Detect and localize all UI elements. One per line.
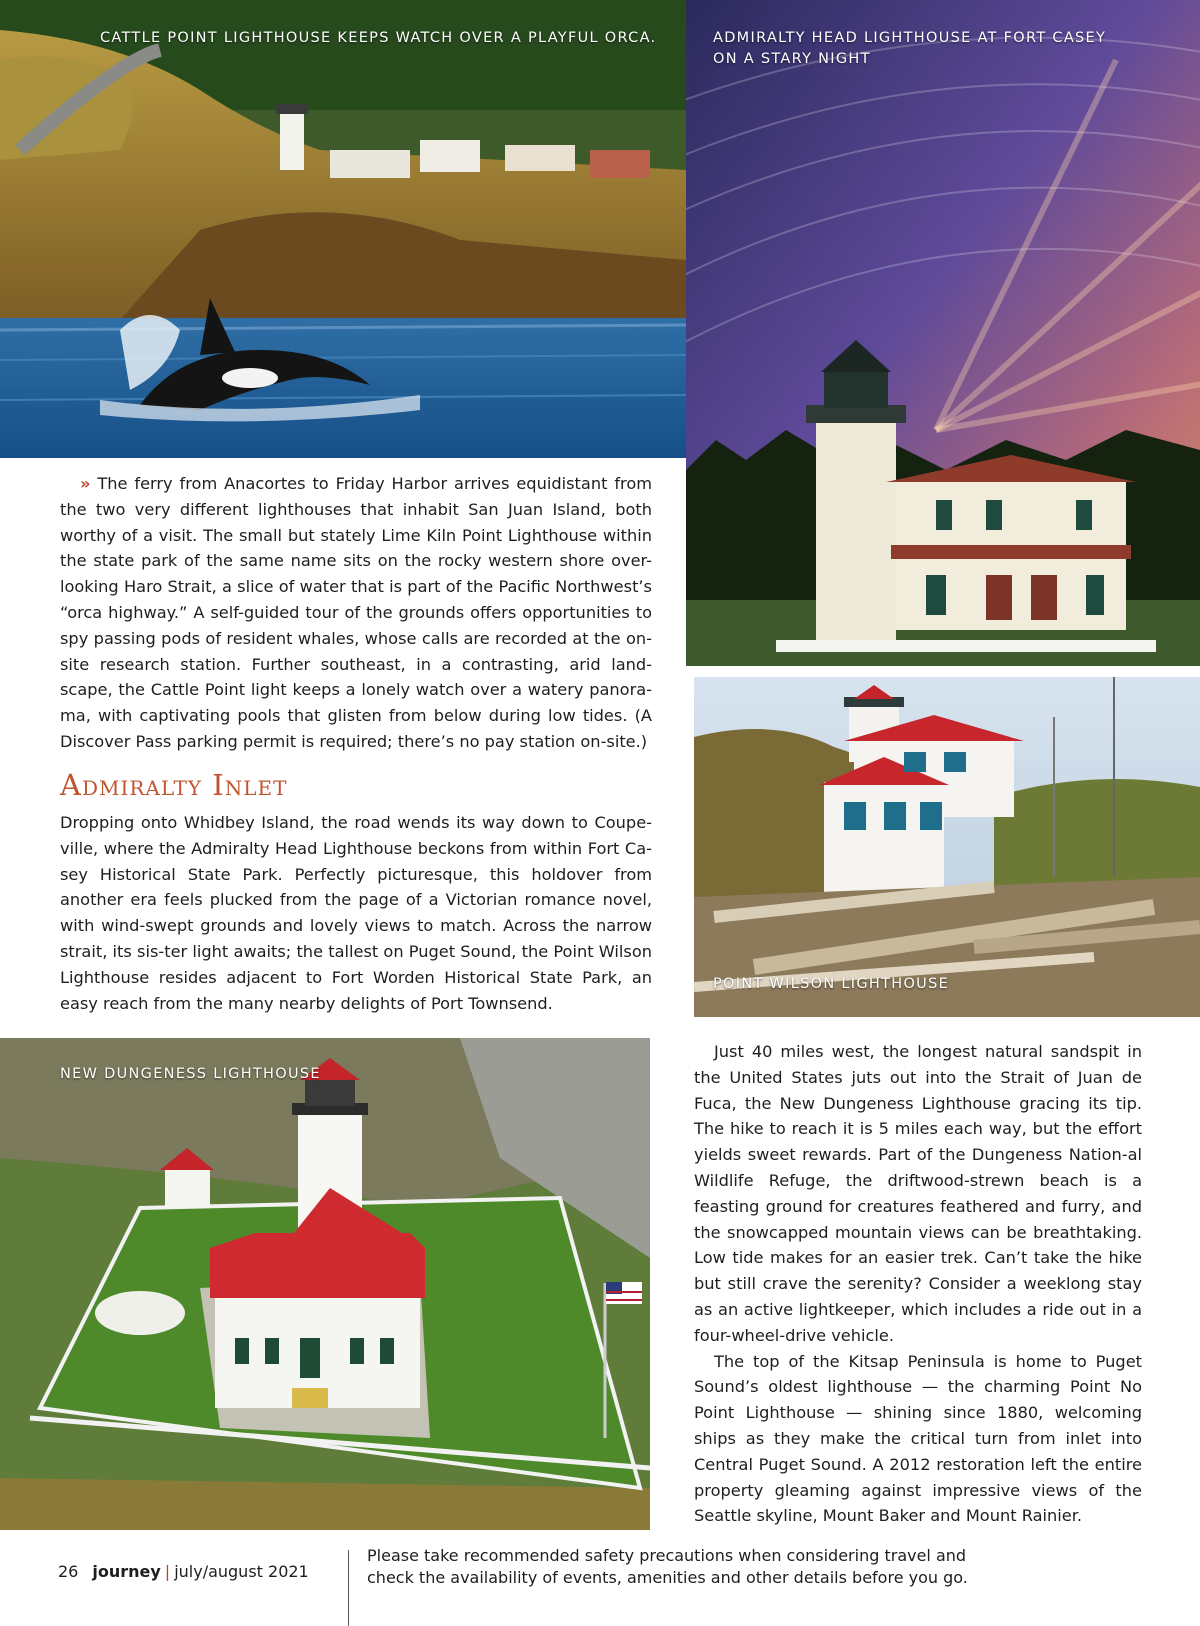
cattle-point-photo [0,0,686,458]
magazine-name: journey [92,1562,161,1581]
admiralty-paragraph: Dropping onto Whidbey Island, the road wends its way down to Coupe-ville, where the Admiralty Head Lighthouse beckons from within Fort Ca-sey Historical State Park. Perfectly picturesque, this holdover from another era feels plucked from the page of a Victorian romance novel, with wind-swept grounds and lovely views to match. Across the narrow strait, its sis-ter light awaits; the tallest on Puget Sound, the Point Wilson Lighthouse resides adjacent to Fort Worden Historical State Park, an easy reach from the many nearby delights of Port Townsend. [60,813,652,1013]
admiralty-text-block [60,810,652,1016]
new-dungeness-caption: NEW DUNGENESS LIGHTHOUSE [60,1066,321,1082]
article-continues-marker: » [80,474,91,493]
issue-date: july/august 2021 [174,1562,309,1581]
section-heading-admiralty-inlet: Admiralty Inlet [60,768,288,802]
point-wilson-caption: POINT WILSON LIGHTHOUSE [713,976,950,992]
page-number: 26 [58,1562,79,1581]
footer-divider [348,1550,349,1626]
intro-paragraph [60,471,652,755]
admiralty-head-caption-line2: ON A STARY NIGHT [713,51,871,67]
safety-note: Please take recommended safety precautions when considering travel and check the availability of events, amenities and other details before you go. [367,1546,968,1587]
admiralty-head-caption [713,28,1173,70]
intro-paragraph-text: The ferry from Anacortes to Friday Harbor arrives equidistant from the two very different lighthouses that inhabit San Juan Island, both worthy of a visit. The small but stately Lime Kiln Point Lighthouse within the state park of the same name sits on the rocky western shore over-looking Haro Strait, a slice of water that is part of the Pacific Northwest’s “orca highway.” A self-guided tour of the grounds offers opportunities to spy passing pods of resident whales, whose calls are recorded at the on-site research station. Further southeast, in a contrasting, arid land-scape, the Cattle Point light keeps a lonely watch over a watery panora-ma, with captivating pools that glisten from below during low tides. (A Discover Pass parking permit is required; there’s no pay station on-site.) [60,474,652,751]
point-no-point-paragraph: The top of the Kitsap Peninsula is home to Puget Sound’s oldest lighthouse — the charming Point No Point Lighthouse — shining since 1880, welcoming ships as they make the critical turn from inlet into Central Puget Sound. A 2012 restoration left the entire property gleaming against impressive views of the Seattle skyline, Mount Baker and Mount Rainier. [694,1351,1142,1526]
admiralty-head-photo [686,0,1200,666]
point-wilson-photo [694,677,1200,1017]
right-column-text [694,1039,1142,1529]
admiralty-head-caption-line1: ADMIRALTY HEAD LIGHTHOUSE AT FORT CASEY [713,30,1107,46]
cattle-point-caption: CATTLE POINT LIGHTHOUSE KEEPS WATCH OVER A PLAYFUL ORCA. [100,30,657,46]
footer-separator: | [164,1562,171,1581]
new-dungeness-photo [0,1038,650,1530]
dungeness-paragraph: Just 40 miles west, the longest natural sandspit in the United States juts out into the Strait of Juan de Fuca, the New Dungeness Lighthouse gracing its tip. The hike to reach it is 5 miles each way, but the effort yields sweet rewards. Part of the Dungeness Nation-al Wildlife Refuge, the driftwood-strewn beach is a feasting ground for creatures feathered and furry, and the snowcapped mountain views can be breathtaking. Low tide makes for an easier trek. Can’t take the hike but still crave the serenity? Consider a weeklong stay as an active lightkeeper, which includes a ride out in a four-wheel-drive vehicle. [694,1042,1142,1345]
intro-text-block [60,471,652,755]
page-footer-folio [58,1562,309,1581]
